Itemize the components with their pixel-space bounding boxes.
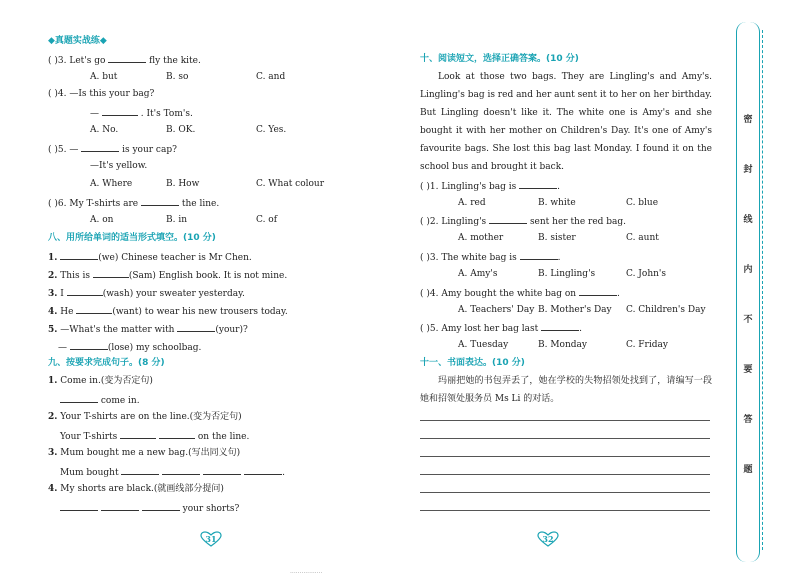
writing-line[interactable] — [420, 492, 710, 493]
item-number: 1. — [48, 253, 58, 263]
page-number: 32 — [542, 534, 554, 544]
question-5-reply: —It's yellow. — [90, 161, 148, 171]
section-9-heading: 九、按要求完成句子。(8 分) — [48, 358, 165, 368]
writing-line[interactable] — [420, 510, 710, 511]
item-text: (wash) your sweater yesterday. — [102, 289, 245, 299]
reading-question-1 — [420, 180, 560, 193]
writing-line[interactable] — [420, 456, 710, 457]
answer-blank[interactable] — [142, 502, 180, 511]
rewrite-item-2 — [48, 412, 242, 423]
question-number: ( )5. — [420, 324, 439, 334]
rewrite-answer-3 — [60, 466, 285, 479]
question-text: Let's go — [69, 56, 106, 66]
fill-item-4 — [48, 305, 288, 318]
question-number: ( )3. — [48, 56, 67, 66]
question-text: Amy bought the white bag on — [441, 289, 577, 299]
reading-question-4 — [420, 287, 620, 300]
rewrite-item-1 — [48, 376, 153, 387]
option-a: A. but — [90, 72, 118, 82]
seal-line-border — [736, 22, 760, 562]
answer-blank[interactable] — [162, 466, 200, 475]
section-10-heading: 十、阅读短文，选择正确答案。(10 分) — [420, 54, 579, 64]
fill-item-5-reply — [58, 341, 201, 354]
writing-line[interactable] — [420, 438, 710, 439]
writing-line[interactable] — [420, 420, 710, 421]
answer-blank[interactable] — [60, 251, 98, 260]
item-text: (lose) my schoolbag. — [107, 343, 202, 353]
question-text: . — [579, 324, 582, 334]
question-text: . — [557, 253, 561, 263]
answer-text: on the line. — [197, 432, 250, 442]
question-text: sent her the red bag. — [529, 217, 627, 227]
seal-char: 线 — [743, 215, 753, 225]
item-text: (we) Chinese teacher is Mr Chen. — [98, 253, 252, 263]
answer-text: Your T-shirts — [60, 432, 118, 442]
option-b: B. in — [166, 215, 188, 225]
fill-item-3 — [48, 287, 245, 300]
question-4 — [48, 89, 154, 100]
question-number: ( )1. — [420, 182, 439, 192]
reading-question-5 — [420, 322, 582, 335]
question-6 — [48, 197, 219, 210]
item-text: — — [58, 343, 67, 353]
item-number: 1. — [48, 376, 58, 386]
item-number: 3. — [48, 289, 58, 299]
question-number: ( )6. — [48, 199, 67, 209]
answer-blank[interactable] — [579, 287, 617, 296]
answer-text: come in. — [100, 396, 140, 406]
answer-text: your shorts? — [182, 504, 240, 514]
section-8-heading: 八、用所给单词的适当形式填空。(10 分) — [48, 233, 216, 243]
fill-item-2 — [48, 269, 287, 282]
question-3 — [48, 54, 201, 67]
option-c: C. blue — [626, 198, 659, 208]
question-text: —Is this your bag? — [69, 89, 155, 99]
item-text: Come in.(变为否定句) — [60, 376, 153, 386]
answer-blank[interactable] — [244, 466, 282, 475]
seal-dashed-line — [762, 30, 771, 550]
answer-blank[interactable] — [141, 197, 179, 206]
answer-blank[interactable] — [93, 269, 129, 278]
item-number: 3. — [48, 448, 58, 458]
answer-blank[interactable] — [541, 322, 579, 331]
answer-text: . — [282, 468, 285, 478]
item-number: 2. — [48, 412, 58, 422]
option-a: A. No. — [90, 125, 119, 135]
question-number: ( )3. — [420, 253, 439, 263]
fill-item-5 — [48, 323, 248, 336]
question-text: My T-shirts are — [69, 199, 139, 209]
question-text: the line. — [181, 199, 220, 209]
rewrite-answer-4 — [60, 502, 239, 515]
item-number: 4. — [48, 307, 58, 317]
question-text: fly the kite. — [149, 56, 201, 66]
option-c: C. aunt — [626, 233, 659, 243]
item-text: (Sam) English book. It is not mine. — [128, 271, 288, 281]
answer-blank[interactable] — [60, 394, 98, 403]
answer-blank[interactable] — [520, 251, 558, 260]
option-b: B. Lingling's — [538, 269, 596, 279]
question-5 — [48, 143, 177, 156]
writing-prompt: 玛丽把她的书包弄丢了，她在学校的失物招领处找到了，请编写一段她和招领处服务员 Ms Li 的对话。 — [420, 376, 712, 404]
option-c: C. John's — [626, 269, 666, 279]
reply-text: . It's Tom's. — [140, 109, 193, 119]
question-4-reply — [90, 107, 193, 120]
option-a: A. Tuesday — [458, 340, 509, 350]
option-a: A. Where — [90, 179, 133, 189]
answer-blank[interactable] — [489, 215, 527, 224]
seal-char: 题 — [743, 465, 753, 475]
writing-line[interactable] — [420, 474, 710, 475]
reading-passage: Look at those two bags. They are Lingling's and Amy's. Lingling's bag is red and her aunt sent it to her on her birthday. But Lingling doesn't like it. The white one is Amy's and she bought it with her mother on Children's Day. It's one of Amy's favourite bags. She lost this bag last Monday. I found it on the school bus and brought it back. — [420, 72, 712, 172]
option-a: A. Amy's — [458, 269, 498, 279]
item-text: He — [60, 307, 74, 317]
answer-blank[interactable] — [159, 430, 195, 439]
option-a: A. mother — [458, 233, 504, 243]
question-number: ( )4. — [48, 89, 67, 99]
seal-char: 不 — [743, 315, 753, 325]
question-text: . — [557, 182, 561, 192]
item-number: 2. — [48, 271, 58, 281]
question-text: Amy lost her bag last — [441, 324, 539, 334]
option-c: C. of — [256, 215, 278, 225]
option-c: C. What colour — [256, 179, 325, 189]
answer-blank[interactable] — [120, 430, 156, 439]
question-text: The white bag is — [441, 253, 517, 263]
option-b: B. sister — [538, 233, 576, 243]
seal-char: 密 — [743, 115, 753, 125]
rewrite-answer-2 — [60, 430, 249, 443]
question-number: ( )4. — [420, 289, 439, 299]
seal-char: 封 — [743, 165, 753, 175]
answer-blank[interactable] — [108, 54, 146, 63]
item-text: This is — [60, 271, 90, 281]
item-text: (want) to wear his new trousers today. — [112, 307, 288, 317]
answer-blank[interactable] — [81, 143, 119, 152]
option-b: B. How — [166, 179, 200, 189]
answer-blank[interactable] — [70, 341, 108, 350]
option-b: B. Monday — [538, 340, 587, 350]
answer-blank[interactable] — [60, 502, 98, 511]
rewrite-item-4 — [48, 484, 224, 495]
question-text: — — [69, 145, 79, 155]
answer-blank[interactable] — [102, 107, 138, 116]
reading-question-2 — [420, 215, 626, 228]
answer-blank[interactable] — [203, 466, 241, 475]
option-c: C. and — [256, 72, 286, 82]
footer-text: ················· — [290, 570, 323, 577]
seal-char: 要 — [743, 365, 753, 375]
item-text: Your T-shirts are on the line.(变为否定句) — [60, 412, 242, 422]
item-number: 4. — [48, 484, 58, 494]
answer-blank[interactable] — [76, 305, 112, 314]
item-text: Mum bought me a new bag.(写出同义句) — [60, 448, 241, 458]
section-11-heading: 十一、书面表达。(10 分) — [420, 358, 525, 368]
item-text: (your)? — [215, 325, 248, 335]
option-c: C. Children's Day — [626, 305, 706, 315]
question-number: ( )5. — [48, 145, 67, 155]
answer-blank[interactable] — [67, 287, 103, 296]
question-text: Lingling's — [441, 217, 487, 227]
option-c: C. Friday — [626, 340, 668, 350]
item-text: I — [60, 289, 64, 299]
option-a: A. Teachers' Day — [458, 305, 535, 315]
option-b: B. OK. — [166, 125, 196, 135]
question-number: ( )2. — [420, 217, 439, 227]
answer-blank[interactable] — [177, 323, 215, 332]
seal-char: 答 — [743, 415, 753, 425]
reading-question-3 — [420, 251, 561, 264]
option-a: A. red — [458, 198, 486, 208]
option-b: B. so — [166, 72, 189, 82]
answer-blank[interactable] — [519, 180, 557, 189]
reply-dash: — — [90, 109, 99, 119]
rewrite-item-3 — [48, 448, 240, 459]
option-b: B. Mother's Day — [538, 305, 612, 315]
item-text: —What's the matter with — [60, 325, 175, 335]
answer-text: Mum bought — [60, 468, 119, 478]
page-number: 31 — [205, 534, 217, 544]
banner: ◆真题实战练◆ — [48, 36, 107, 46]
option-a: A. on — [90, 215, 114, 225]
question-text: Lingling's bag is — [441, 182, 517, 192]
question-text: is your cap? — [122, 145, 177, 155]
answer-blank[interactable] — [121, 466, 159, 475]
item-text: My shorts are black.(就画线部分提问) — [60, 484, 224, 494]
option-c: C. Yes. — [256, 125, 287, 135]
rewrite-answer-1 — [60, 394, 140, 407]
option-b: B. white — [538, 198, 576, 208]
fill-item-1 — [48, 251, 252, 264]
seal-char: 内 — [743, 265, 753, 275]
question-text: . — [616, 289, 620, 299]
answer-blank[interactable] — [101, 502, 139, 511]
item-number: 5. — [48, 325, 58, 335]
